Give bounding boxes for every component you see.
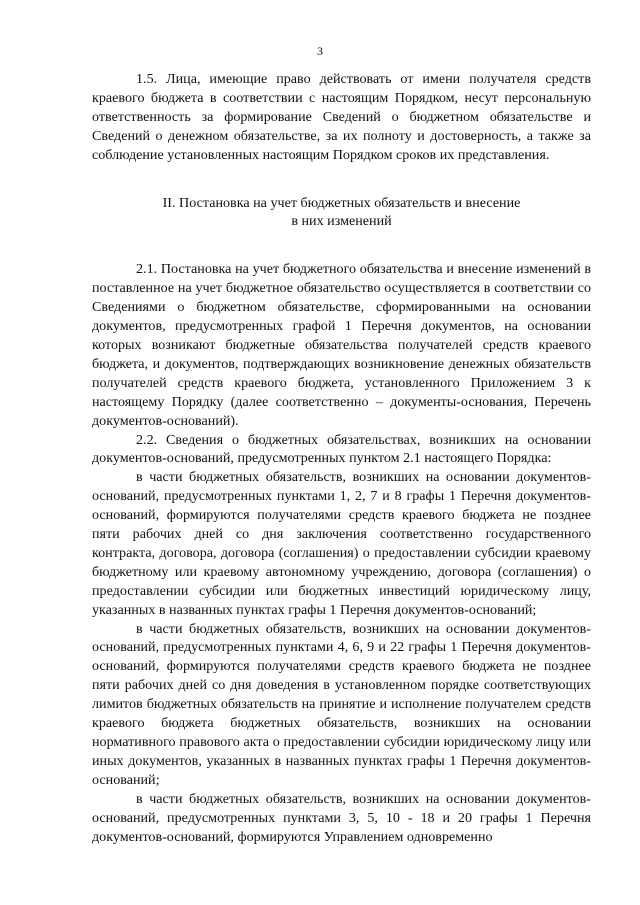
paragraph-clause-1: в части бюджетных обязательств, возникших на основании документов-оснований, предусмотренных пунктами 1, 2, 7 и 8 графы 1 Перечня документов-оснований, формируются получателями средств краевого бюджета не позднее пяти рабочих дней со дня заключения соответственно государственного контракта, договора, договора (соглашения) о предоставлении субсидии краевому бюджетному или краевому автономному учреждению, договора (соглашения) о предоставлении субсидии или бюджетных инвестиций юридическому лицу, указанных в названных пунктах графы 1 Перечня документов-оснований;: [92, 469, 591, 618]
document-body: [92, 70, 591, 846]
paragraph-2-1: 2.1. Постановка на учет бюджетного обязательства и внесение изменений в поставленное на учет бюджетное обязательство осуществляется в соответствии со Сведениями о бюджетном обязательстве, сформированными на основании документов, предусмотренных графой 1 Перечня документов, на основании которых возникают бюджетные обязательства получателей средств краевого бюджета, и документов, подтверждающих возникновение денежных обязательств получателей средств краевого бюджета, установленного Приложением 3 к настоящему Порядку (далее соответственно – документы-основания, Перечень документов-оснований).: [92, 261, 591, 429]
section-heading-line-2: в них изменений: [291, 213, 392, 230]
paragraph-clause-3: в части бюджетных обязательств, возникших на основании документов-оснований, предусмотренных пунктами 3, 5, 10 - 18 и 20 графы 1 Перечня документов-оснований, формируются Управлением одновременно: [92, 790, 591, 845]
page-number: 3: [317, 44, 323, 58]
paragraph-2-2: 2.2. Сведения о бюджетных обязательствах, возникших на основании документов-оснований, предусмотренных пунктом 2.1 настоящего Порядка:: [92, 431, 591, 467]
section-heading: [92, 194, 591, 232]
section-heading-line-1: II. Постановка на учет бюджетных обязательств и внесение: [162, 194, 521, 211]
paragraph-clause-2: в части бюджетных обязательств, возникших на основании документов-оснований, предусмотренных пунктами 4, 6, 9 и 22 графы 1 Перечня документов-оснований, формируются получателями средств краевого бюджета не позднее пяти рабочих дней со дня доведения в установленном порядке соответствующих лимитов бюджетных обязательств на принятие и исполнение получателем средств краевого бюджета бюджетных обязательств, возникших на основании нормативного правового акта о предоставлении субсидии юридическому лицу или иных документов, указанных в названных пунктах графы 1 Перечня документов-оснований;: [92, 620, 591, 788]
paragraph-1-5: 1.5. Лица, имеющие право действовать от имени получателя средств краевого бюджета в соответствии с настоящим Порядком, несут персональную ответственность за формирование Сведений о бюджетном обязательстве и Сведений о денежном обязательстве, за их полноту и достоверность, а также за соблюдение установленных настоящим Порядком сроков их представления.: [92, 71, 591, 163]
